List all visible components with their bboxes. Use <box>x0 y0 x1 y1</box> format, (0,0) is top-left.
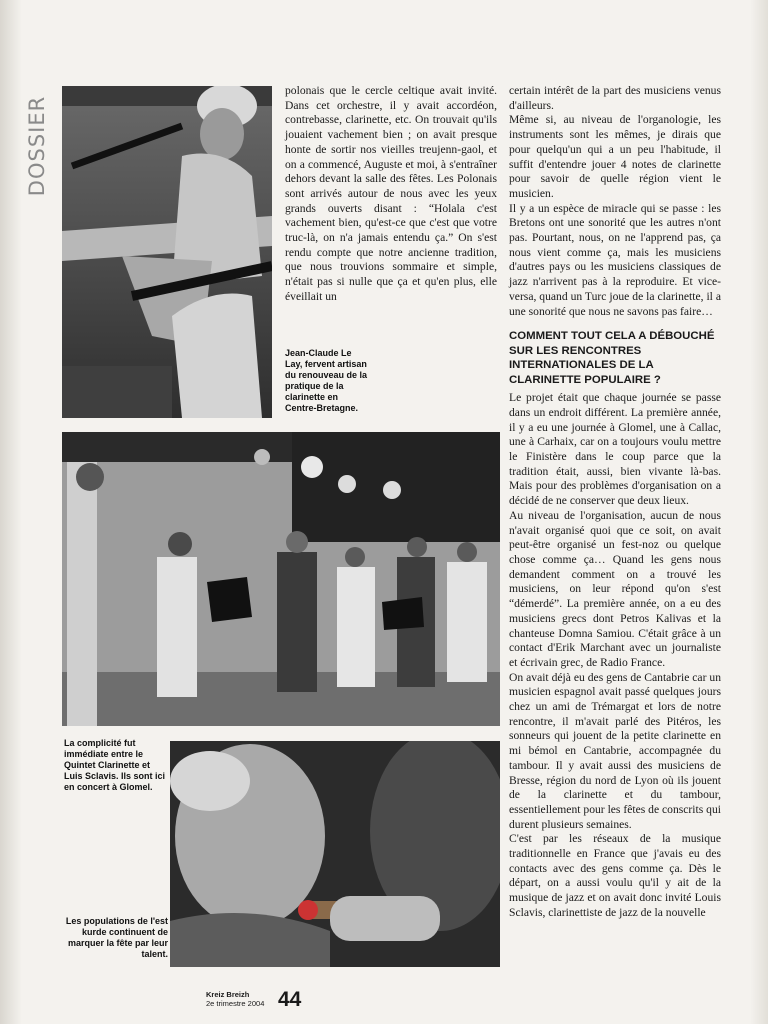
magazine-name: Kreiz Breizh <box>206 990 250 999</box>
photo3-caption: Les populations de l'est kurde continuent de marquer la fête par leur talent. <box>65 916 168 959</box>
paragraph: Même si, au niveau de l'organologie, les instruments sont les mêmes, je dirais que pour quelqu'un qui a un peu l'habitude, il suffit d'entendre jouer 4 notes de clarinette pour savoir de quelle région vient le musicien. <box>509 113 721 200</box>
page-footer <box>206 990 264 1008</box>
article-column-2 <box>285 84 497 305</box>
page-edge-shadow <box>750 0 768 1024</box>
paragraph: C'est par les réseaux de la musique traditionnelle en France que j'avais eu des contacts avec des gens comme ça. Dès le départ, on a aussi voulu qu'il y ait de la musique de jazz et on avait donc invité Louis Sclavis, clarinettiste de jazz de la nouvelle <box>509 832 721 919</box>
page-number: 44 <box>278 988 302 1011</box>
paragraph: Il y a un espèce de miracle qui se passe : les Bretons ont une sonorité que les autres n'ont pas. Pourtant, nous, on ne l'apprend pas, ça nous vient comme ça, mais les musiciens d'autres pays ou les musiciens classiques de jazz n'arrivent pas à la reproduire. Et vice-versa, quand un Turc joue de la clarinette, il a une sonorité que nous ne savons pas faire… <box>509 201 721 318</box>
photo1-caption: Jean-Claude Le Lay, fervent artisan du renouveau de la pratique de la clarinette en Centre-Bretagne. <box>285 348 368 413</box>
paragraph: certain intérêt de la part des musiciens venus d'ailleurs. <box>509 84 721 112</box>
article-column-3 <box>509 84 721 921</box>
section-heading: COMMENT TOUT CELA A DÉBOUCHÉ SUR LES RENCONTRES INTERNATIONALES DE LA CLARINETTE POPULAIRE ? <box>509 330 715 386</box>
photo-clarinet-player <box>62 86 272 418</box>
paragraph: polonais que le cercle celtique avait invité. Dans cet orchestre, il y avait accordéon, contrebasse, clarinette, etc. On trouvait qu'ils jouaient vachement bien ; on avait presque honte de sortir nos vieilles treujenn-gaol, et on a commencé, Auguste et moi, à s'entraîner dehors devant la salle des fêtes. Les Polonais sont arrivés autour de nous avec les yeux grands ouverts disant : “Holala c'est vachement bien, qu'est-ce que c'est que votre truc-là, on n'a jamais entendu ça.” On s'est rendu compte que notre ancienne tradition, que nous trouvions sommaire et simple, n'était pas si nulle que ça et qu'en plus, elle éveillait un <box>285 84 497 303</box>
page-binding-shadow <box>0 0 22 1024</box>
paragraph: On avait déjà eu des gens de Cantabrie car un musicien espagnol avait passé quelques jours chez un ami de Trémargat et lors de notre rencontre, il m'avait parlé des Pitéros, les sonneurs qui jouent de la petite clarinette en mi bémol en Cantabrie, accompagnée du tambour. Il y avait aussi des musiciens de Bresse, région du nord de Lyon où ils jouent de la clarinette et du tambour, essentiellement pour les fêtes de conscrits qui durent plusieurs semaines. <box>509 670 721 831</box>
paragraph: Au niveau de l'organisation, aucun de nous n'avait organisé quoi que ce soit, on avait peut-être organisé un fest-noz ou quelque chose comme ça… Quand les gens nous demandent comment on a trouvé les musiciens, on leur répond qu'on s'est “démerdé”. La première année, on a eu des musiciens grecs dont Petros Kalivas et la chanteuse Domna Samiou. C'était grâce à un contact d'Erik Marchant avec un journaliste et écrivain grec, de Radio France. <box>509 508 721 669</box>
photo-quintet-concert <box>62 432 500 726</box>
paragraph: Le projet était que chaque journée se passe dans un endroit différent. La première année, il y a eu une journée à Glomel, une à Callac, une à Carhaix, car on a toujours voulu mettre le Finistère dans le coup parce que la tradition était, aussi, bien vivante là-bas. Mais pour des problèmes d'organisation on a décidé de ne conserver que deux lieux. <box>509 391 721 508</box>
photo-kurdish-musician <box>170 741 500 967</box>
photo2-caption: La complicité fut immédiate entre le Quintet Clarinette et Luis Sclavis. Ils sont ici en concert à Glomel. <box>64 738 166 792</box>
section-label: DOSSIER <box>25 95 49 196</box>
issue-date: 2e trimestre 2004 <box>206 999 265 1008</box>
